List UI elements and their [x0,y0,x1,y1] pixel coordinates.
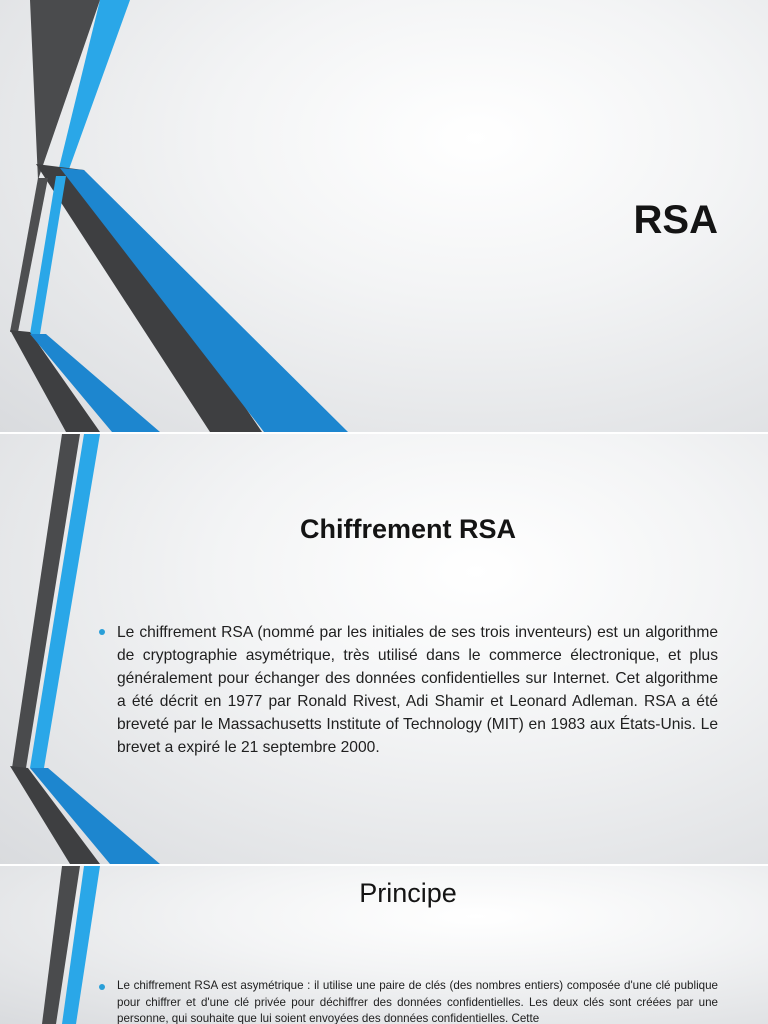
slide-title-text: RSA [633,198,718,242]
slide-title [0,0,768,432]
bullet-dot-icon [99,629,105,635]
slide-title-text: Principe [359,878,457,908]
bullet-list [98,621,718,759]
bullet-text: Le chiffrement RSA est asymétrique : il utilise une paire de clés (des nombres entiers) composée d'une clé publique pour chiffrer et d'une clé privée pour déchiffrer des données confidentielles. Les deux clés sont créées par une personne, qui souhaite que lui soient envoyées des données confidentielles. Cette [117,979,718,1024]
bullet-list [98,978,718,1024]
slide-title-text: Chiffrement RSA [299,514,516,544]
bullet-text: Le chiffrement RSA (nommé par les initiales de ses trois inventeurs) est un algorithme de cryptographie asymétrique, très utilisé dans le commerce électronique, et plus généralement pour échanger des données confidentielles sur Internet. Cet algorithme a été décrit en 1977 par Ronald Rivest, Adi Shamir et Leonard Adleman. RSA a été breveté par le Massachusetts Institute of Technology (MIT) en 1983 aux États-Unis. Le brevet a expiré le 21 septembre 2000. [117,624,718,756]
bullet-item [98,621,718,759]
slide-chiffrement [0,434,768,864]
bullet-dot-icon [99,984,105,990]
bullet-item [98,978,718,1024]
slide-principe [0,866,768,1024]
